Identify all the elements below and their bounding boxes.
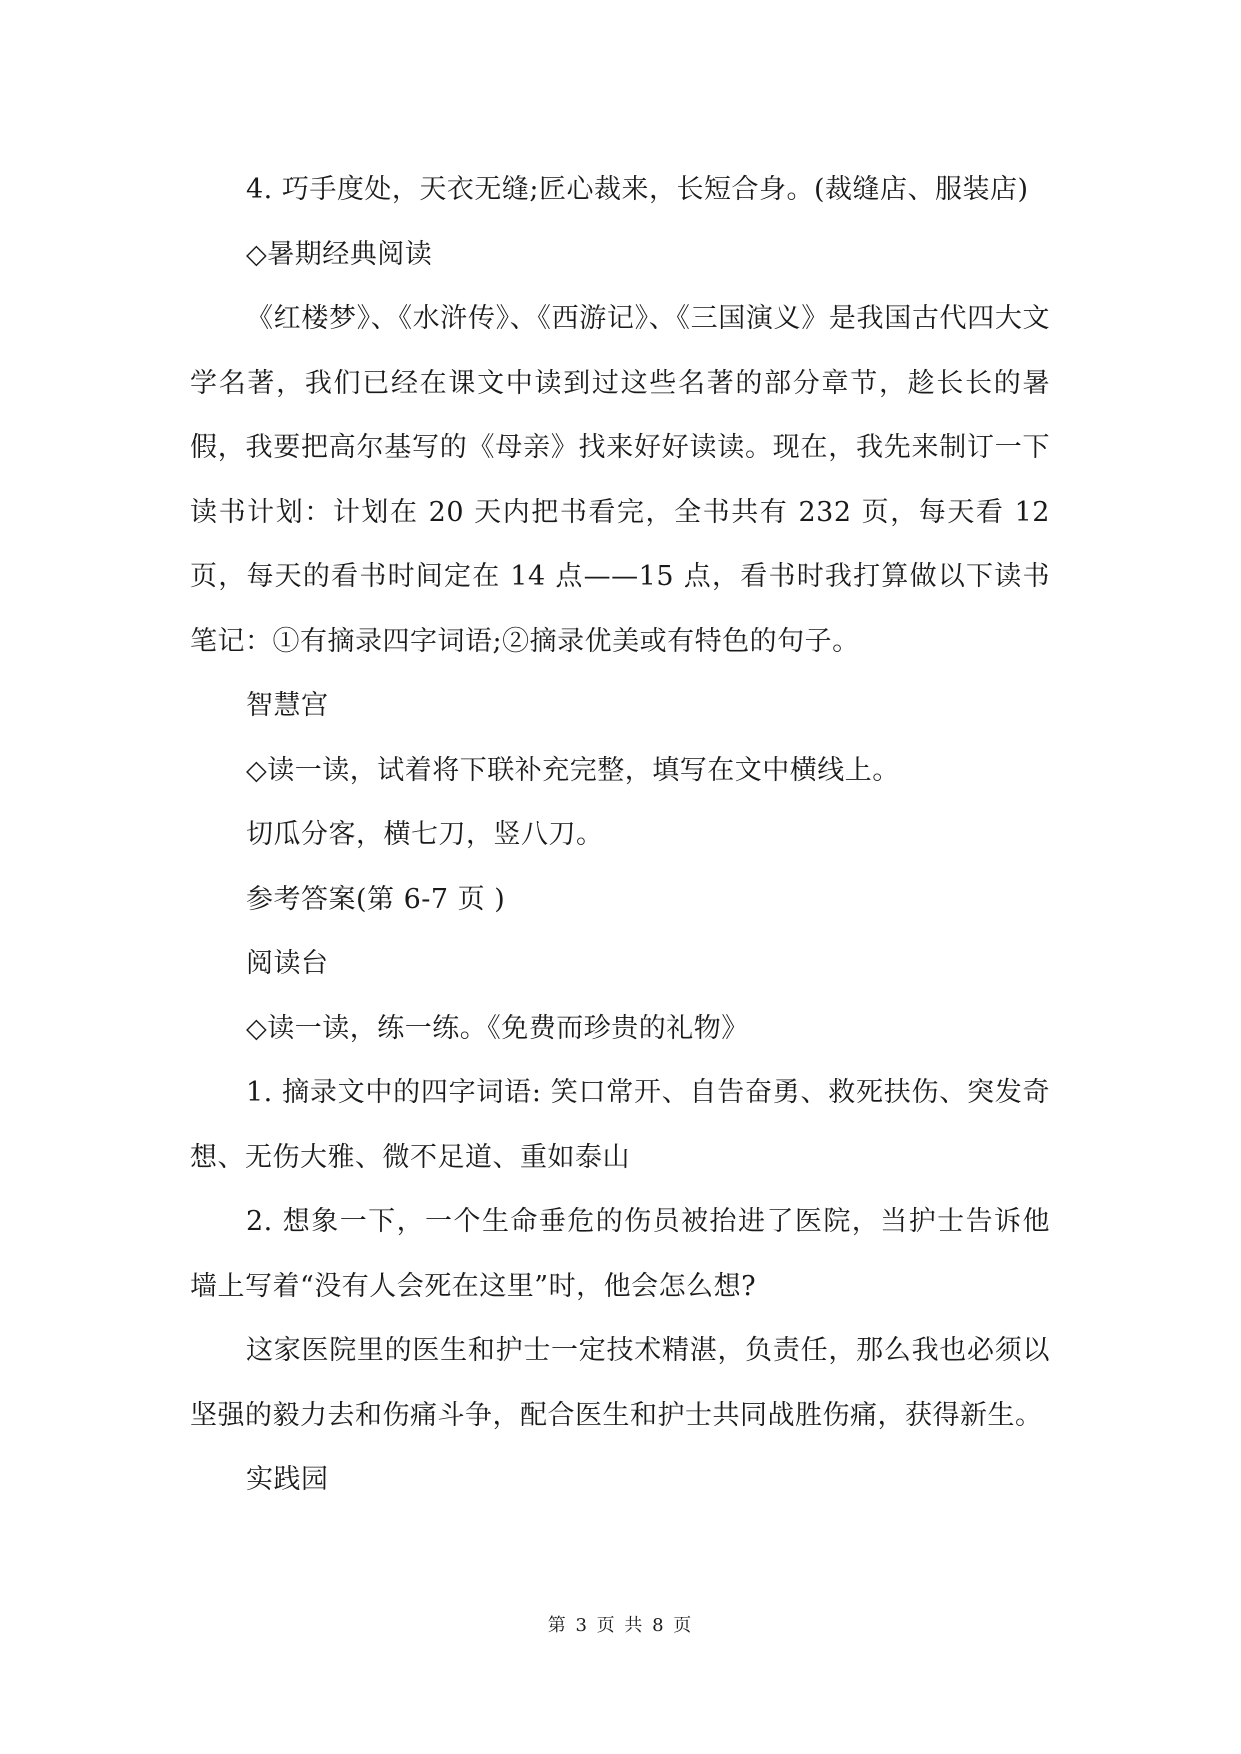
- heading-practice-garden: 实践园: [246, 1464, 329, 1495]
- paragraph-tailor-couplet: 4. 巧手度处，天衣无缝;匠心裁来，长短合身。(裁缝店、服装店): [246, 174, 1029, 205]
- paragraph-couplet-instruction: ◇读一读，试着将下联补充完整，填写在文中横线上。: [246, 754, 900, 786]
- footer-suffix: 页: [673, 1615, 694, 1636]
- footer-prefix: 第: [547, 1615, 568, 1636]
- paragraph-answer-1: 1. 摘录文中的四字词语: 笑口常开、自告奋勇、救死扶伤、突发奇想、无伤大雅、微不足道、重如泰山: [190, 1077, 1050, 1173]
- footer-middle: 页 共: [596, 1615, 645, 1636]
- paragraph-answer-2: 这家医院里的医生和护士一定技术精湛，负责任，那么我也必须以坚强的毅力去和伤痛斗争，配合医生和护士共同战胜伤痛，获得新生。: [190, 1335, 1050, 1431]
- heading-wisdom-palace: 智慧宫: [246, 690, 329, 721]
- heading-reading-platform: 阅读台: [246, 948, 329, 979]
- footer-total-pages: 8: [652, 1615, 666, 1636]
- paragraph-reading-plan: 《红楼梦》、《水浒传》、《西游记》、《三国演义》是我国古代四大文学名著，我们已经在课文中读到过这些名著的部分章节，趁长长的暑假，我要把高尔基写的《母亲》找来好好读读。现在，我先来制订一下读书计划：计划在 20 天内把书看完，全书共有 232 页，每天看 12 页，每天的看书时间定在 14 点——15 点，看书时我打算做以下读书笔记：①有摘录四字词语;②摘录优美或有特色的句子。: [190, 303, 1050, 657]
- page-footer: [0, 1614, 1241, 1638]
- paragraph-question-2: 2. 想象一下，一个生命垂危的伤员被抬进了医院，当护士告诉他墙上写着“没有人会死在这里”时，他会怎么想?: [190, 1206, 1050, 1302]
- paragraph-reading-exercise-title: ◇读一读，练一练。《免费而珍贵的礼物》: [246, 1012, 749, 1044]
- footer-current-page: 3: [575, 1615, 589, 1636]
- heading-summer-reading: ◇暑期经典阅读: [246, 238, 433, 270]
- document-body: [190, 158, 1050, 1513]
- heading-reference-answers: 参考答案(第 6-7 页 ): [246, 883, 506, 915]
- paragraph-couplet-first-line: 切瓜分客，横七刀，竖八刀。: [246, 819, 604, 850]
